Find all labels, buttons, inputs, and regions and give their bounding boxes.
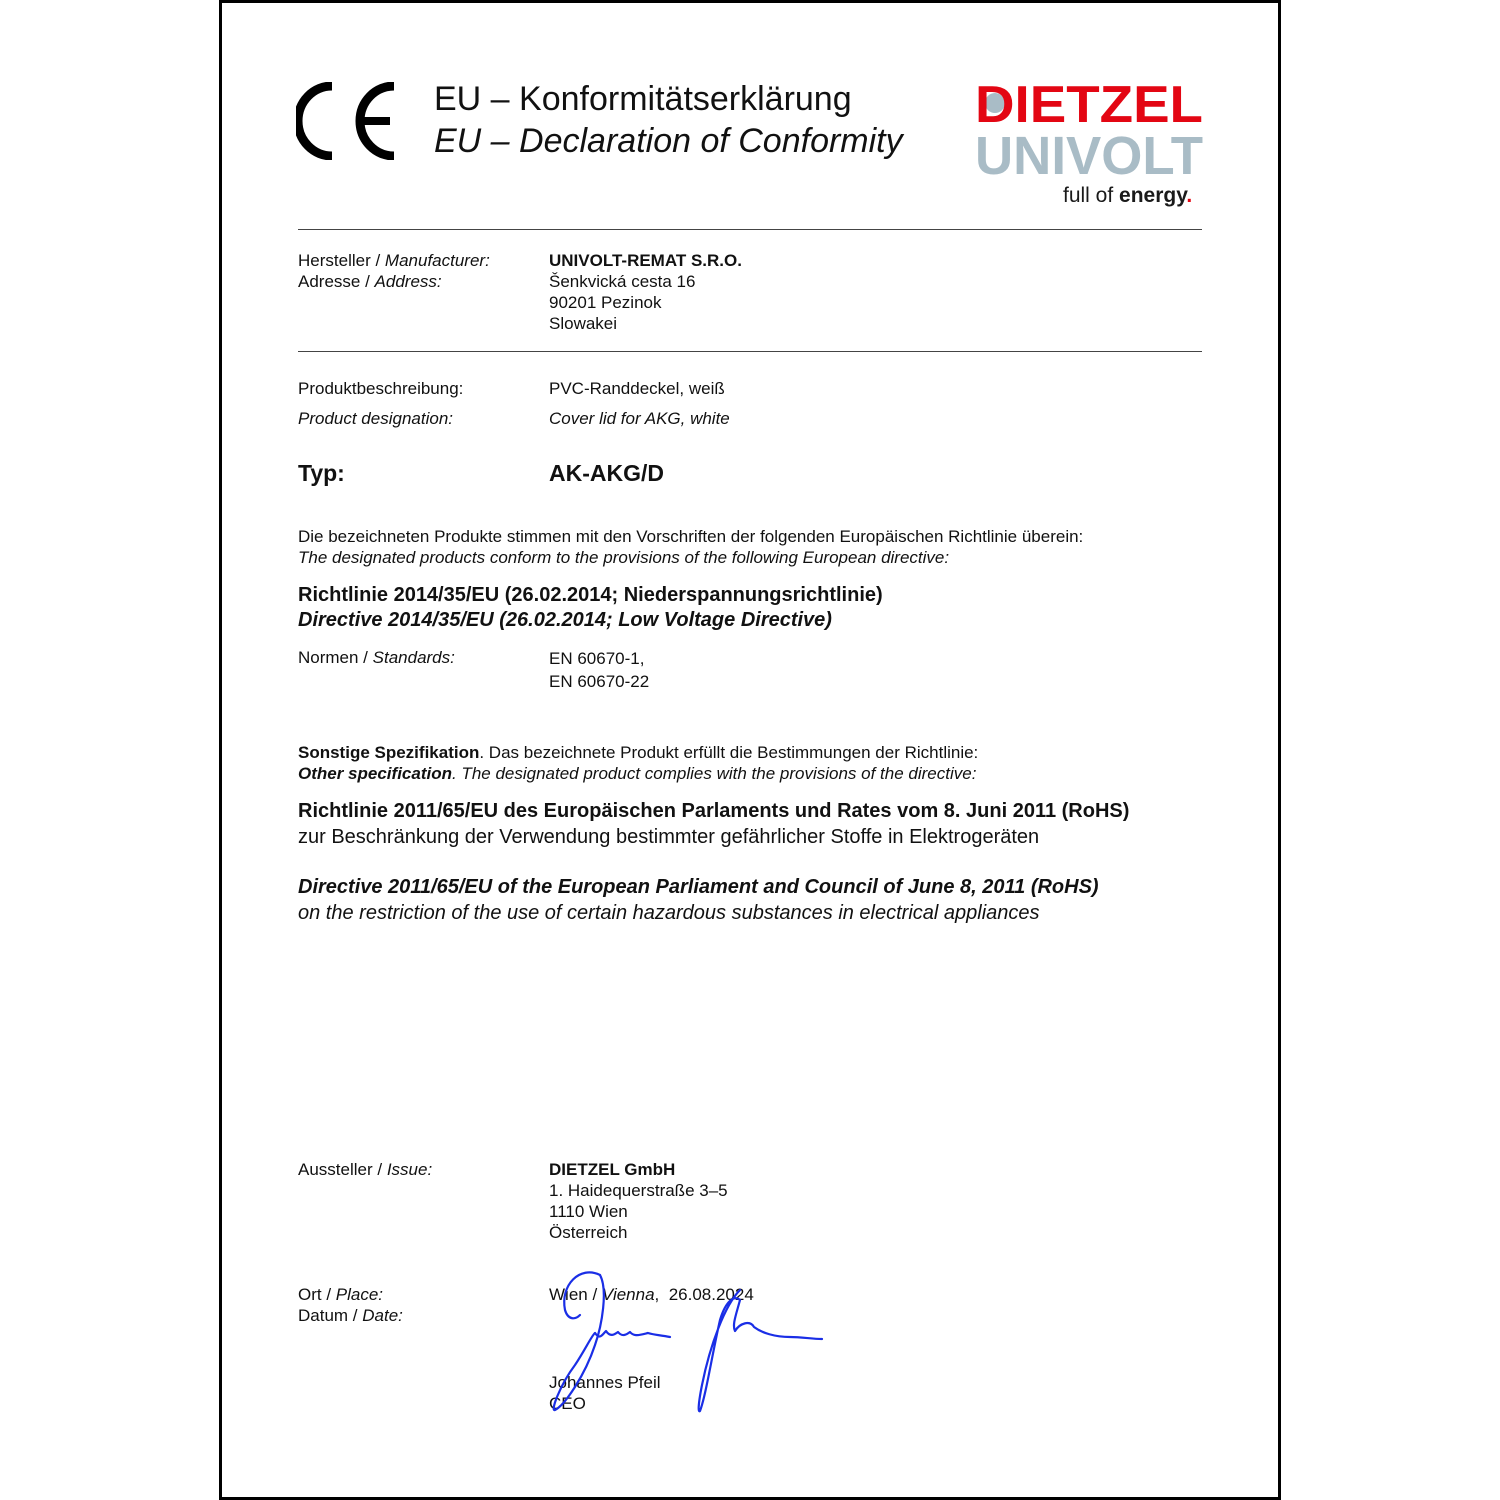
place-label-en: Place: (335, 1285, 384, 1304)
standards-label (298, 648, 455, 668)
conformity-intro-de: Die bezeichneten Produkte stimmen mit den Vorschriften der folgenden Europäischen Richtlinie überein: (298, 527, 1084, 546)
svg-text:DIETZEL: DIETZEL (975, 78, 1203, 134)
issuer-address-line: 1. Haidequerstraße 3–5 (549, 1181, 728, 1200)
manufacturer-label (298, 251, 490, 271)
rohs-desc-de: zur Beschränkung der Verwendung bestimmter gefährlicher Stoffe in Elektrogeräten (298, 826, 1040, 848)
issuer-label (298, 1160, 432, 1180)
address-label (298, 272, 442, 292)
type-label: Typ: (298, 460, 345, 486)
address-label-de: Adresse / (298, 272, 375, 291)
date-label (298, 1306, 403, 1326)
place-label-de: Ort / (298, 1285, 336, 1304)
other-spec-text-de: . Das bezeichnete Produkt erfüllt die Bestimmungen der Richtlinie: (479, 743, 979, 762)
date-value: , 26.08.2024 (654, 1285, 754, 1304)
issuer-label-de: Aussteller / (298, 1160, 387, 1179)
address-line: Slowakei (549, 314, 618, 333)
other-spec-en (298, 764, 976, 784)
place-en: Vienna (601, 1285, 655, 1304)
date-label-de: Datum / (298, 1306, 363, 1325)
conformity-intro-en: The designated products conform to the provisions of the following European directive: (298, 548, 950, 567)
rohs-title-en: Directive 2011/65/EU of the European Parliament and Council of June 8, 2011 (RoHS) (298, 876, 1099, 898)
rohs-desc-en: on the restriction of the use of certain hazardous substances in electrical appliances (298, 902, 1040, 924)
type-value: AK-AKG/D (549, 460, 664, 486)
product-designation-value: Cover lid for AKG, white (549, 409, 730, 428)
issuer-address-line: 1110 Wien (549, 1202, 628, 1221)
place-label (298, 1285, 383, 1305)
directive-lvd-en: Directive 2014/35/EU (26.02.2014; Low Voltage Directive) (298, 609, 832, 631)
ce-mark-icon (296, 82, 404, 160)
place-de: Wien / (549, 1285, 602, 1304)
other-spec-de (298, 743, 978, 763)
address-line: 90201 Pezinok (549, 293, 662, 312)
issuer-address-line: Österreich (549, 1223, 628, 1242)
title-english: EU – Declaration of Conformity (434, 122, 903, 160)
svg-text:UNIVOLT: UNIVOLT (975, 126, 1204, 186)
manufacturer-label-en: Manufacturer: (384, 251, 490, 270)
address-label-en: Address: (374, 272, 442, 291)
svg-text:full of energy.: full of energy. (1063, 184, 1193, 207)
other-spec-heading-de: Sonstige Spezifikation (298, 743, 480, 762)
product-description-value: PVC-Randdeckel, weiß (549, 379, 725, 398)
standard-item: EN 60670-1, (549, 649, 645, 668)
dietzel-univolt-logo (975, 78, 1207, 208)
directive-lvd-de: Richtlinie 2014/35/EU (26.02.2014; Niederspannungsrichtlinie) (298, 584, 883, 606)
signatory-role: CEO (549, 1394, 586, 1413)
title-german: EU – Konformitätserklärung (434, 80, 852, 118)
manufacturer-name: UNIVOLT-REMAT S.R.O. (549, 251, 742, 270)
rohs-title-de: Richtlinie 2011/65/EU des Europäischen Parlaments und Rates vom 8. Juni 2011 (RoHS) (298, 800, 1130, 822)
date-label-en: Date: (362, 1306, 403, 1325)
standard-item: EN 60670-22 (549, 672, 650, 691)
standards-label-en: Standards: (372, 648, 455, 667)
signature-icon (540, 1265, 840, 1425)
product-designation-label: Product designation: (298, 409, 453, 428)
issuer-name: DIETZEL GmbH (549, 1160, 676, 1179)
divider-top (298, 229, 1202, 230)
address-line: Šenkvická cesta 16 (549, 272, 696, 291)
signatory-name: Johannes Pfeil (549, 1373, 661, 1392)
product-description-label: Produktbeschreibung: (298, 379, 464, 398)
standards-label-de: Normen / (298, 648, 373, 667)
manufacturer-label-de: Hersteller / (298, 251, 385, 270)
divider-middle (298, 351, 1202, 352)
other-spec-text-en: . The designated product complies with the provisions of the directive: (451, 764, 977, 783)
other-spec-heading-en: Other specification (298, 764, 452, 783)
issuer-label-en: Issue: (386, 1160, 433, 1179)
